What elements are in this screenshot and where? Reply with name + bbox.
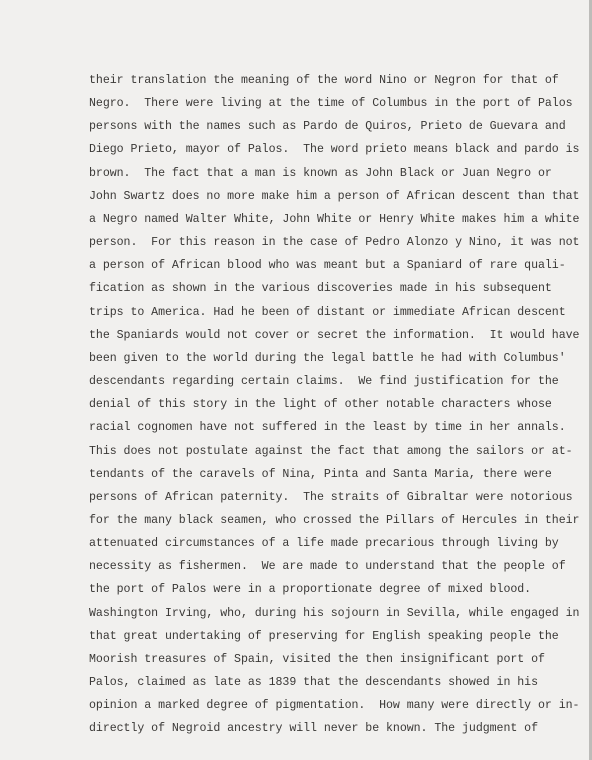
text-line: opinion a marked degree of pigmentation. How many were directly or in-: [89, 699, 580, 713]
typed-text-body: [89, 69, 580, 741]
text-line: persons of African paternity. The straits of Gibraltar were notorious: [89, 490, 573, 504]
text-line: Moorish treasures of Spain, visited the then insignificant port of: [89, 652, 545, 666]
text-line: the Spaniards would not cover or secret the information. It would have: [89, 328, 580, 342]
text-line: fication as shown in the various discoveries made in his subsequent: [89, 282, 552, 296]
text-line: person. For this reason in the case of Pedro Alonzo y Nino, it was not: [89, 236, 580, 250]
text-line: racial cognomen have not suffered in the least by time in her annals.: [89, 421, 566, 435]
text-line: descendants regarding certain claims. We find justification for the: [89, 375, 559, 389]
text-line: trips to America. Had he been of distant or immediate African descent: [89, 305, 566, 319]
text-line: that great undertaking of preserving for English speaking people the: [89, 629, 559, 643]
text-line: Negro. There were living at the time of Columbus in the port of Palos: [89, 97, 573, 111]
text-line: been given to the world during the legal battle he had with Columbus': [89, 351, 566, 365]
text-line: for the many black seamen, who crossed the Pillars of Hercules in their: [89, 513, 580, 527]
text-line: Diego Prieto, mayor of Palos. The word prieto means black and pardo is: [89, 143, 580, 157]
text-line: attenuated circumstances of a life made precarious through living by: [89, 537, 559, 551]
text-line: Washington Irving, who, during his sojourn in Sevilla, while engaged in: [89, 606, 580, 620]
text-line: denial of this story in the light of other notable characters whose: [89, 398, 552, 412]
text-line: necessity as fishermen. We are made to understand that the people of: [89, 560, 566, 574]
text-line: a person of African blood who was meant but a Spaniard of rare quali-: [89, 259, 566, 273]
text-line: persons with the names such as Pardo de Quiros, Prieto de Guevara and: [89, 120, 566, 134]
text-line: Palos, claimed as late as 1839 that the descendants showed in his: [89, 676, 538, 690]
text-line: tendants of the caravels of Nina, Pinta and Santa Maria, there were: [89, 467, 552, 481]
text-line: directly of Negroid ancestry will never be known. The judgment of: [89, 722, 538, 736]
text-line: John Swartz does no more make him a person of African descent than that: [89, 189, 580, 203]
text-line: the port of Palos were in a proportionate degree of mixed blood.: [89, 583, 532, 597]
text-line: This does not postulate against the fact that among the sailors or at-: [89, 444, 573, 458]
text-line: a Negro named Walter White, John White or Henry White makes him a white: [89, 212, 580, 226]
text-line: brown. The fact that a man is known as John Black or Juan Negro or: [89, 166, 552, 180]
text-line: their translation the meaning of the word Nino or Negron for that of: [89, 74, 559, 87]
